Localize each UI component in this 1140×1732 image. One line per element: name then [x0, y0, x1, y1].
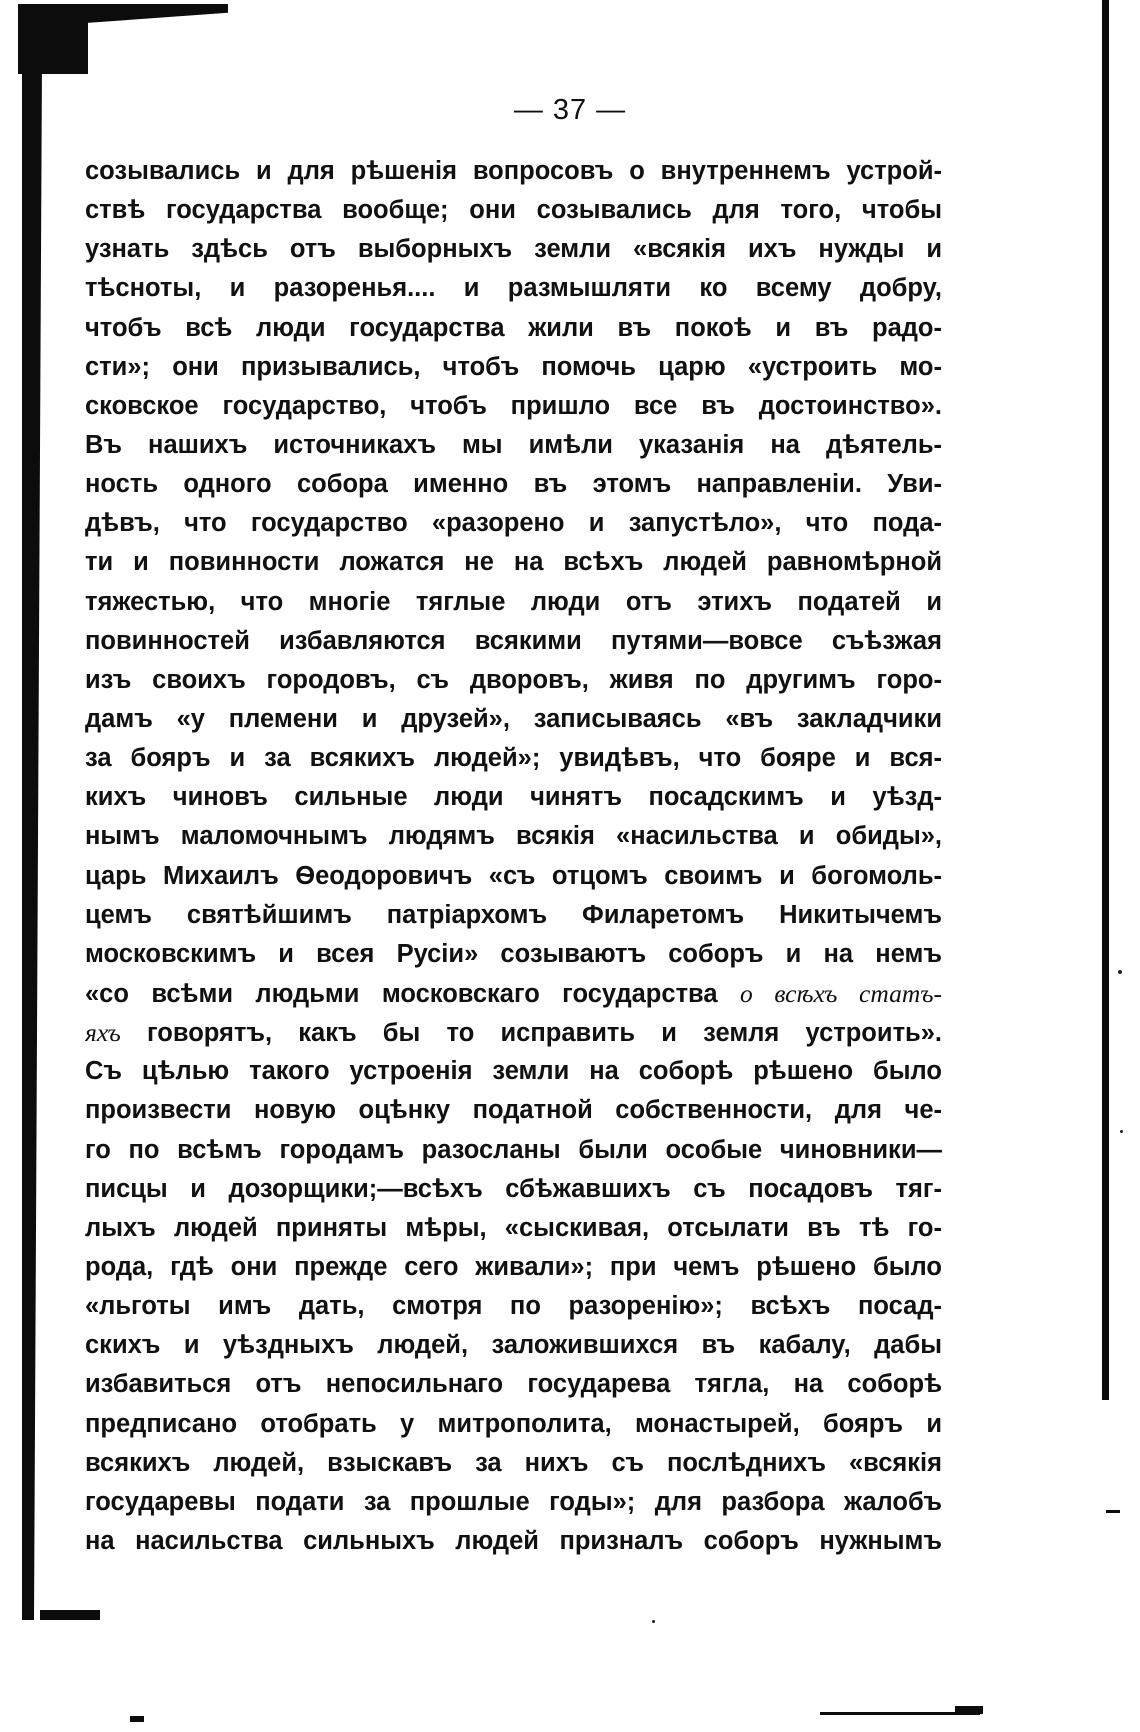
scan-dust-speck — [652, 1620, 655, 1623]
text-line: «льготы имъ дать, смотря по разоренію»; всѣхъ посад- — [85, 1292, 942, 1321]
text-line: избавиться отъ непосильнаго государева тягла, на соборѣ — [85, 1370, 942, 1399]
text-line: тѣсноты, и разоренья.... и размышляти ко всему добру, — [85, 274, 942, 303]
italic-text-run: яхъ — [85, 1018, 121, 1048]
text-line: ствѣ государства вообще; они созывались для того, чтобы — [85, 196, 942, 225]
scan-left-edge — [22, 60, 42, 1620]
text-line: нымъ маломочнымъ людямъ всякія «насильства и обиды», — [85, 822, 942, 851]
scan-right-edge-tick — [1106, 1510, 1120, 1513]
text-line: рода, гдѣ они прежде сего живали»; при чемъ рѣшено было — [85, 1252, 942, 1281]
page-number: — 37 — — [513, 94, 627, 126]
text-line: лыхъ людей приняты мѣры, «сыскивая, отсылати въ тѣ го- — [85, 1213, 942, 1242]
text-line: чтобъ всѣ люди государства жили въ покоѣ и въ радо- — [85, 313, 942, 342]
italic-text-run: о всѣхъ статъ- — [739, 978, 942, 1008]
text-line: тяжестью, что многіе тяглые люди отъ этихъ податей и — [85, 587, 942, 616]
text-line: узнать здѣсь отъ выборныхъ земли «всякія ихъ нужды и — [85, 235, 942, 264]
text-line: Съ цѣлью такого устроенія земли на соборѣ рѣшено было — [85, 1057, 942, 1086]
text-line: кихъ чиновъ сильные люди чинятъ посадскимъ и уѣзд- — [85, 783, 942, 812]
text-line: дамъ «у племени и друзей», записываясь «въ закладчики — [85, 704, 942, 733]
scan-dust-speck — [1118, 970, 1122, 974]
scan-dust-speck — [1120, 1130, 1123, 1133]
text-line: московскимъ и всея Русіи» созываютъ соборъ и на немъ — [85, 939, 942, 968]
text-line: писцы и дозорщики;—всѣхъ сбѣжавшихъ съ посадовъ тяг- — [85, 1174, 942, 1203]
text-line: созывались и для рѣшенія вопросовъ о внутреннемъ устрой- — [85, 157, 942, 185]
text-line-with-italic — [85, 1013, 942, 1052]
text-line: произвести новую оцѣнку податной собственности, для че- — [85, 1096, 942, 1125]
text-line: предписано отобрать у митрополита, монастырей, бояръ и — [85, 1409, 942, 1438]
text-line: на насильства сильныхъ людей призналъ соборъ нужнымъ — [85, 1526, 942, 1555]
text-line: ти и повинности ложатся не на всѣхъ людей равномѣрной — [85, 548, 942, 577]
text-run: говорятъ, какъ бы то исправить и земля устроить». — [120, 1019, 942, 1048]
body-text — [85, 152, 942, 1561]
text-line: сти»; они призывались, чтобъ помочь царю «устроить мо- — [85, 352, 942, 381]
text-line: ность одного собора именно въ этомъ направленіи. Уви- — [85, 470, 942, 499]
text-run: «со всѣми людьми московскаго государства — [85, 979, 740, 1008]
text-line-with-italic — [85, 974, 942, 1013]
text-line: сковское государство, чтобъ пришло все въ достоинство». — [85, 391, 942, 420]
text-line: всякихъ людей, взыскавъ за нихъ съ послѣднихъ «всякія — [85, 1448, 942, 1477]
scan-right-edge — [1102, 0, 1109, 1400]
text-line: царь Михаилъ Ѳеодоровичъ «съ отцомъ своимъ и богомоль- — [85, 861, 942, 890]
text-line: повинностей избавляются всякими путями—вовсе съѣзжая — [85, 626, 942, 655]
scan-bottom-blob — [955, 1706, 983, 1714]
text-line: изъ своихъ городовъ, съ дворовъ, живя по другимъ горо- — [85, 665, 942, 694]
text-line: скихъ и уѣздныхъ людей, заложившихся въ кабалу, дабы — [85, 1331, 942, 1360]
text-line: государевы подати за прошлые годы»; для разбора жалобъ — [85, 1487, 942, 1516]
text-line: дѣвъ, что государство «разорено и запустѣло», что пода- — [85, 509, 942, 538]
text-line: Въ нашихъ источникахъ мы имѣли указанія на дѣятель- — [85, 430, 942, 459]
text-line: за бояръ и за всякихъ людей»; увидѣвъ, что бояре и вся- — [85, 744, 942, 773]
scan-bottom-left-mark — [130, 1716, 144, 1722]
scan-left-edge-bottom — [40, 1610, 100, 1620]
text-line: цемъ святѣйшимъ патріархомъ Филаретомъ Никитычемъ — [85, 900, 942, 929]
text-line: го по всѣмъ городамъ разосланы были особые чиновники— — [85, 1135, 942, 1164]
